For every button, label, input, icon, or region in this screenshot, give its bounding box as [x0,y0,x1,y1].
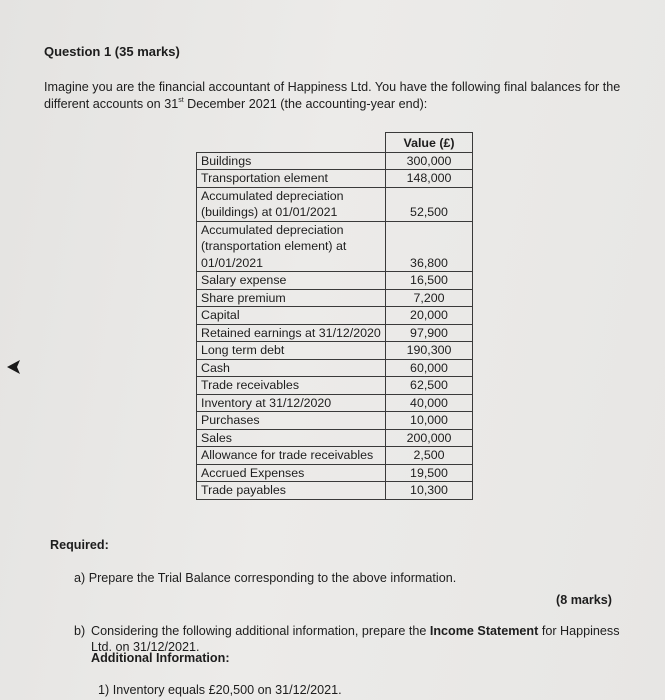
account-name-line: Inventory at 31/12/2020 [201,395,332,410]
account-name-cell [197,324,386,342]
required-heading: Required: [50,538,109,552]
table-row [197,307,473,325]
account-name-line: Salary expense [201,273,287,287]
account-name-line: Trade payables [201,483,286,497]
account-name-line: (transportation element) at [201,239,347,253]
account-value-cell: 190,300 [386,342,473,360]
mouse-cursor-icon [6,358,22,376]
account-name-cell [197,307,386,325]
account-name-cell [197,447,386,465]
table-row [197,482,473,500]
table-row [197,359,473,377]
account-name-cell [197,170,386,188]
table-header-row [197,133,473,153]
part-a-marks: (8 marks) [556,593,613,607]
account-name-line: Share premium [201,290,286,305]
balances-table [196,132,473,500]
part-b-text-1: Considering the following additional information, prepare the [91,624,430,638]
account-name-line: Transportation element [201,171,328,185]
account-name-line: Accumulated depreciation [201,222,344,237]
account-value-cell: 200,000 [386,429,473,447]
account-name-cell [197,429,386,447]
intro-paragraph [44,79,634,113]
account-value-cell: 60,000 [386,359,473,377]
table-row [197,289,473,307]
account-value-cell: 10,000 [386,412,473,430]
account-name-cell [197,272,386,290]
account-name-cell [197,412,386,430]
account-value-cell: 10,300 [386,482,473,500]
intro-text-1: Imagine you are the financial accountant of Happiness Ltd. You have the following final balances for the different accounts on 31 [44,80,621,111]
account-name-cell [197,221,386,272]
additional-info-heading: Additional Information: [91,651,230,665]
header-blank-cell [197,133,386,153]
account-name-line: (buildings) at 01/01/2021 [201,205,338,219]
account-name-line: Accrued Expenses [201,465,305,480]
account-value-cell: 52,500 [386,187,473,221]
part-a-text: a) Prepare the Trial Balance corresponding to the above information. [74,571,457,585]
table-row [197,272,473,290]
table-row [197,170,473,188]
account-name-line: Purchases [201,413,260,427]
account-name-cell [197,394,386,412]
table-row [197,377,473,395]
account-value-cell: 62,500 [386,377,473,395]
account-name-line: Allowance for trade receivables [201,448,374,462]
part-b-label: b) [74,624,86,638]
account-name-line: Long term debt [201,343,285,357]
table-row [197,447,473,465]
account-name-cell [197,289,386,307]
table-row [197,187,473,221]
account-name-line: Sales [201,430,232,445]
table-row [197,221,473,272]
account-name-cell [197,342,386,360]
account-value-cell: 97,900 [386,324,473,342]
part-b-text-2: for Happiness Ltd. on 31/12/2021. [91,624,620,654]
additional-info-item-1: 1) Inventory equals £20,500 on 31/12/2021. [98,683,342,697]
account-value-cell: 19,500 [386,464,473,482]
question-title: Question 1 (35 marks) [44,44,180,59]
account-name-line: Buildings [201,153,252,168]
account-name-cell [197,377,386,395]
value-column-header: Value (£) [386,133,473,153]
account-name-line: Cash [201,360,230,375]
account-value-cell: 40,000 [386,394,473,412]
account-value-cell: 2,500 [386,447,473,465]
table-row [197,324,473,342]
table-row [197,152,473,170]
account-name-cell [197,187,386,221]
account-name-line: Trade receivables [201,378,300,392]
account-name-cell [197,482,386,500]
part-b-bold: Income Statement [429,624,539,638]
account-name-cell [197,359,386,377]
table-row [197,412,473,430]
account-value-cell: 148,000 [386,170,473,188]
intro-text-2: December 2021 (the accounting-year end): [183,97,428,111]
table-row [197,394,473,412]
account-value-cell: 16,500 [386,272,473,290]
table-row [197,429,473,447]
account-name-line: Accumulated depreciation [201,188,344,203]
account-name-line: 01/01/2021 [201,255,264,270]
table-row [197,464,473,482]
account-name-cell [197,152,386,170]
account-value-cell: 300,000 [386,152,473,170]
account-value-cell: 20,000 [386,307,473,325]
account-name-line: Retained earnings at 31/12/2020 [201,325,381,340]
account-value-cell: 36,800 [386,221,473,272]
intro-superscript: st [178,97,184,104]
account-name-line: Capital [201,308,240,322]
table-row [197,342,473,360]
account-value-cell: 7,200 [386,289,473,307]
account-name-cell [197,464,386,482]
